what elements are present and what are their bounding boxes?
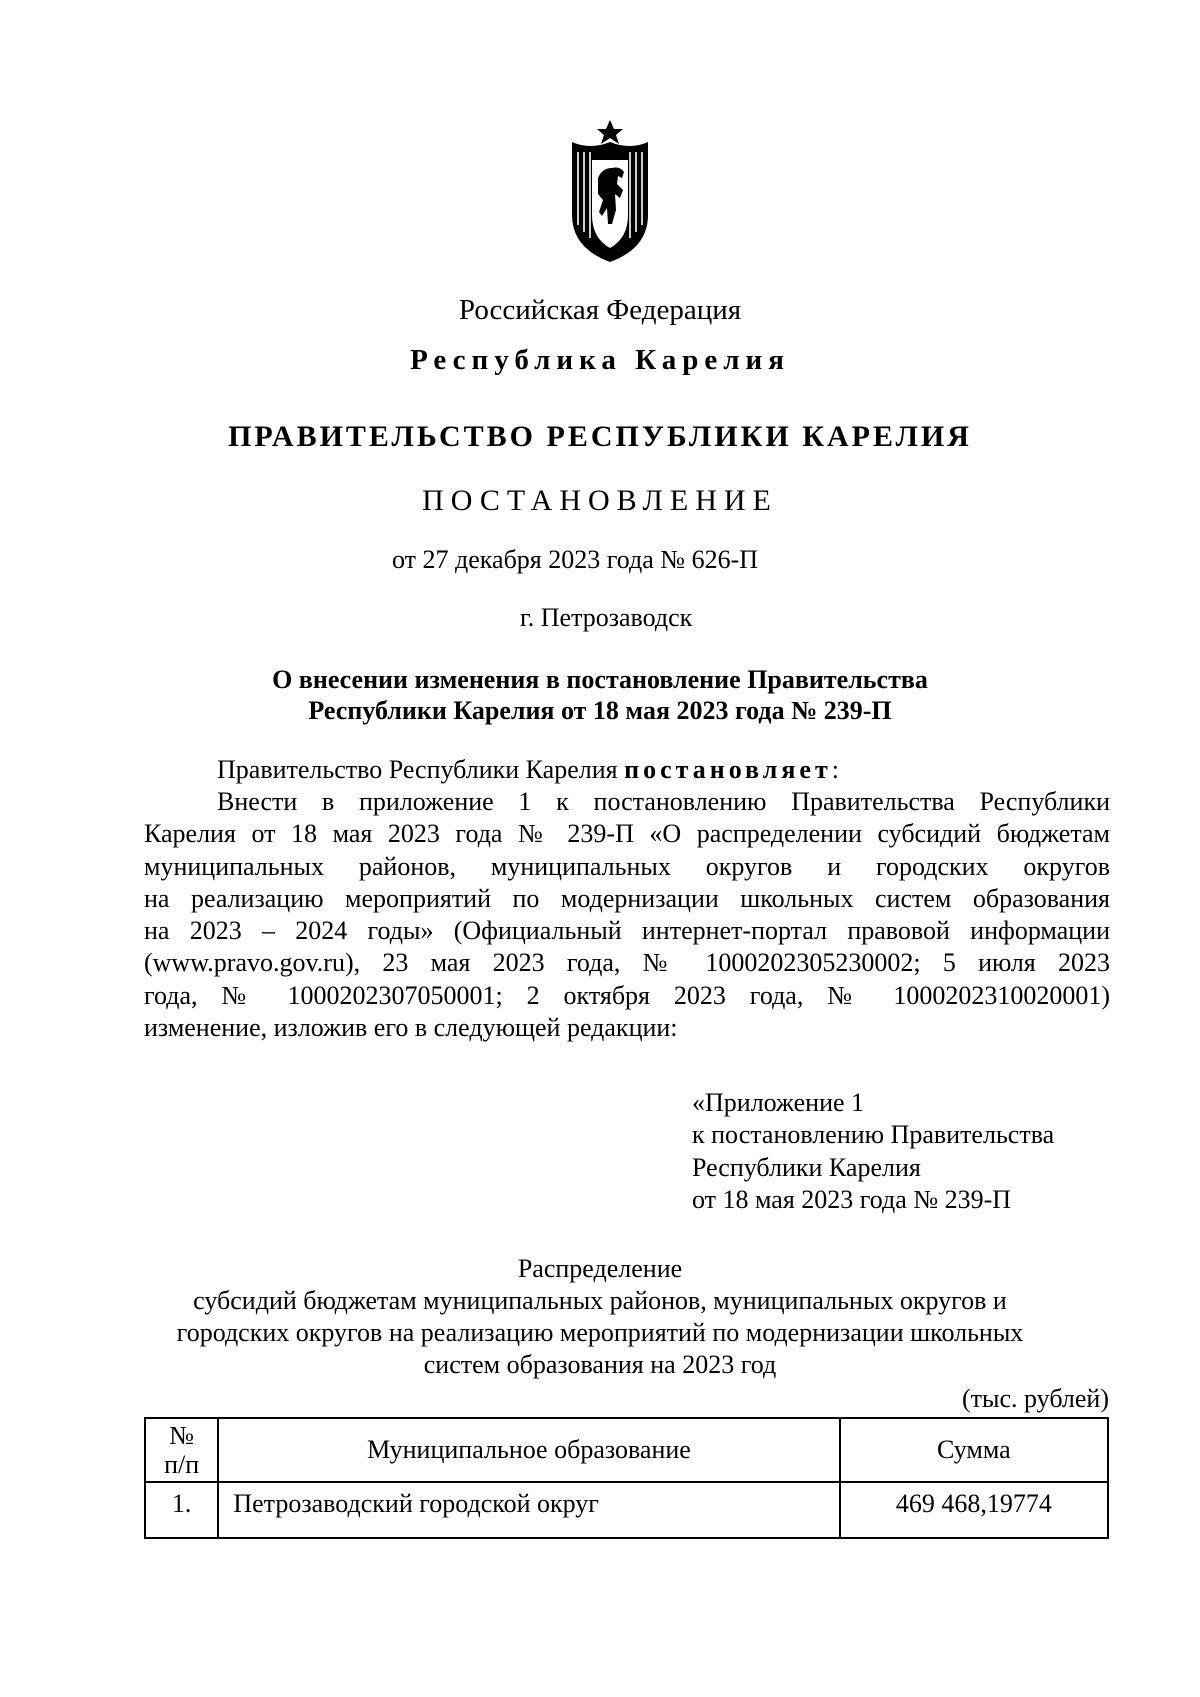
table-row [145, 1482, 1108, 1538]
subject-line: Республики Карелия от 18 мая 2023 года № 239-П [308, 696, 892, 725]
republic-name: Республика Карелия [410, 344, 790, 376]
body-paragraph [144, 786, 1110, 1044]
star-icon [597, 120, 623, 144]
header-number [145, 1418, 218, 1482]
document-type: ПОСТАНОВЛЕНИЕ [422, 484, 778, 517]
document-city: г. Петрозаводск [520, 603, 693, 632]
appendix-line: к постановлению Правительства [692, 1120, 1055, 1150]
body-line: муниципальных районов, муниципальных округов и городских округов [144, 851, 1110, 881]
coat-of-arms-emblem [560, 120, 660, 262]
distribution-table [144, 1417, 1109, 1539]
header-number-line: п/п [164, 1450, 200, 1479]
distribution-line: городских округов на реализацию мероприятий по модернизации школьных [176, 1318, 1024, 1347]
distribution-title [0, 1253, 1200, 1381]
appendix-line: от 18 мая 2023 года № 239-П [692, 1184, 1012, 1214]
distribution-line: систем образования на 2023 год [423, 1350, 777, 1379]
appendix-line: Республики Карелия [692, 1152, 921, 1182]
document-date-number: от 27 декабря 2023 года № 626-П [392, 545, 759, 574]
distribution-heading: Распределение [517, 1254, 683, 1283]
header-municipality: Муниципальное образование [218, 1418, 839, 1482]
body-line: Внести в приложение 1 к постановлению Правительства Республики [217, 787, 1110, 816]
body-line: изменение, изложив его в следующей редакции: [144, 1013, 678, 1043]
row-number: 1. [145, 1482, 218, 1538]
government-name: ПРАВИТЕЛЬСТВО РЕСПУБЛИКИ КАРЕЛИЯ [228, 420, 972, 453]
body-line: на 2023 – 2024 годы» (Официальный интернет-портал правовой информации [144, 916, 1110, 946]
subject-line: О внесении изменения в постановление Правительства [272, 665, 928, 694]
header-number-line: № [169, 1421, 195, 1450]
appendix-line: «Приложение 1 [692, 1088, 865, 1117]
intro-suffix: : [831, 755, 839, 784]
distribution-line: субсидий бюджетам муниципальных районов, муниципальных округов и [193, 1286, 1007, 1315]
intro-prefix: Правительство Республики Карелия [217, 755, 625, 784]
document-subject [0, 664, 1200, 726]
body-line: (www.pravo.gov.ru), 23 мая 2023 года, № 1000202305230002; 5 июля 2023 [144, 948, 1110, 978]
appendix-reference [692, 1087, 1054, 1216]
header-sum: Сумма [840, 1418, 1108, 1482]
row-municipality: Петрозаводский городской округ [218, 1482, 839, 1538]
intro-verb: постановляет [624, 755, 832, 784]
body-line: Карелия от 18 мая 2023 года № 239-П «О распределении субсидий бюджетам [144, 819, 1110, 849]
table-header-row [145, 1418, 1108, 1482]
body-line: на реализацию мероприятий по модернизации школьных систем образования [144, 883, 1110, 913]
body-line: года, № 1000202307050001; 2 октября 2023 года, № 1000202310020001) [144, 980, 1110, 1010]
country-name: Российская Федерация [458, 294, 742, 326]
intro-paragraph [217, 754, 1183, 786]
units-label: (тыс. рублей) [961, 1384, 1109, 1413]
row-sum: 469 468,19774 [840, 1482, 1108, 1538]
